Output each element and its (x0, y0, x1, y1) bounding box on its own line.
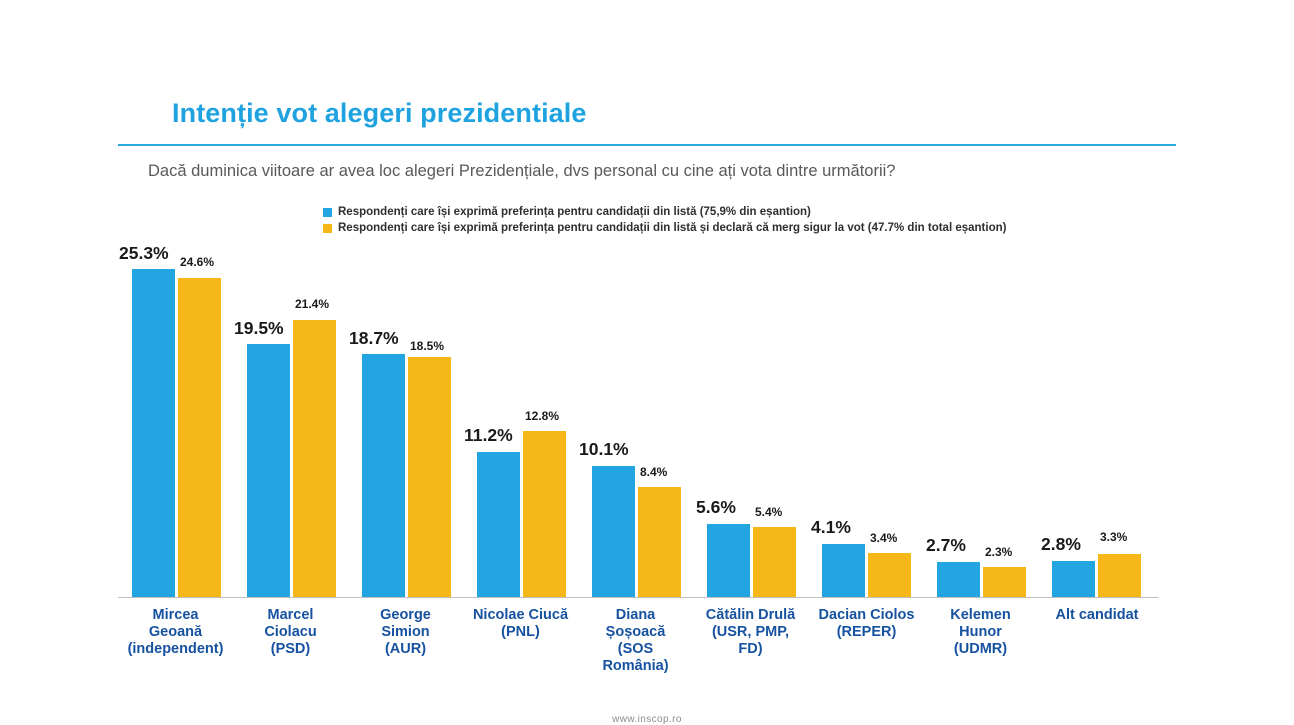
bar-value-label: 3.4% (870, 531, 898, 545)
bar-value-label: 24.6% (180, 255, 215, 269)
category-line: (UDMR) (953, 641, 1008, 658)
x-axis-line (118, 597, 1158, 598)
bar-value-label: 11.2% (464, 425, 513, 445)
bar-series-0[interactable] (1052, 561, 1096, 597)
bar-value-label: 21.4% (295, 297, 330, 311)
bar-series-0[interactable] (822, 544, 866, 597)
source-label: www.inscop.ro (612, 714, 682, 725)
bar-group (118, 243, 233, 597)
bar-group (693, 247, 808, 597)
bar-group (923, 247, 1038, 597)
bar-value-label: 2.3% (985, 545, 1013, 559)
category-line: Simion (381, 624, 430, 641)
category-line: Ciolacu (264, 624, 317, 641)
bar-value-label: 2.8% (1041, 534, 1081, 554)
bars-container (348, 247, 463, 597)
chart-legend (323, 206, 1143, 238)
bar-series-0[interactable] (707, 524, 751, 597)
category-line: Kelemen (950, 607, 1011, 623)
bars-container (233, 247, 348, 597)
bar-series-1[interactable] (293, 320, 337, 597)
bar-series-0[interactable] (592, 466, 636, 597)
category-line: Dacian Ciolos (818, 607, 915, 623)
bar-series-1[interactable] (523, 431, 567, 597)
category-line: (REPER) (836, 624, 897, 641)
bar-value-label: 8.4% (640, 465, 668, 479)
legend-item-series-0[interactable] (323, 206, 1143, 218)
bar-group (1038, 247, 1153, 597)
bar-series-1[interactable] (638, 487, 682, 597)
category-line: Alt candidat (1055, 607, 1139, 623)
bar-value-label: 5.4% (755, 505, 783, 519)
category-label-4 (578, 607, 693, 675)
bar-value-label: 10.1% (579, 439, 629, 459)
category-label-0 (118, 607, 233, 658)
bars-container (808, 247, 923, 597)
plot-area (118, 243, 1176, 597)
category-label-2 (348, 607, 463, 658)
bar-value-label: 4.1% (811, 517, 851, 537)
chart-subtitle: Dacă duminica viitoare ar avea loc alegeri Prezidențiale, dvs personal cu cine ați vota dintre următorii? (148, 162, 896, 180)
category-line: Marcel (267, 607, 314, 623)
bar-value-label: 19.5% (234, 318, 284, 338)
category-line: Diana (615, 607, 656, 623)
category-label-8 (1036, 607, 1158, 624)
category-axis-labels (118, 607, 1176, 707)
category-line: (independent) (127, 641, 224, 658)
bar-series-1[interactable] (178, 278, 222, 597)
category-label-1 (233, 607, 348, 658)
legend-swatch-icon (323, 224, 332, 233)
bars-container (693, 247, 808, 597)
bar-series-0[interactable] (362, 354, 406, 597)
legend-swatch-icon (323, 208, 332, 217)
category-line: Cătălin Drulă (705, 607, 796, 623)
bar-series-1[interactable] (983, 567, 1027, 597)
legend-item-series-1[interactable] (323, 222, 1143, 234)
bar-value-label: 2.7% (926, 535, 966, 555)
bar-group (463, 247, 578, 597)
category-label-7 (923, 607, 1038, 658)
bar-series-0[interactable] (132, 269, 176, 597)
bar-series-0[interactable] (247, 344, 291, 597)
bars-container (463, 247, 578, 597)
bar-series-0[interactable] (937, 562, 981, 597)
bar-series-1[interactable] (408, 357, 452, 597)
category-line: (AUR) (384, 641, 427, 658)
legend-label-series-1: Respondenți care își exprimă preferința pentru candidații din listă și declară că merg sigur la vot (47.7% din total eșantion) (338, 222, 1007, 234)
bar-group (348, 247, 463, 597)
category-line: (PSD) (270, 641, 311, 658)
category-line: Nicolae Ciucă (472, 607, 569, 623)
chart-card (118, 82, 1176, 725)
category-line: George (380, 607, 431, 623)
category-line: (PNL) (501, 624, 540, 641)
bar-series-1[interactable] (753, 527, 797, 597)
category-line: (SOS (617, 641, 654, 658)
category-label-6 (806, 607, 927, 641)
category-line: Geoană (148, 624, 203, 641)
bar-series-1[interactable] (868, 553, 912, 597)
category-line: (USR, PMP, (711, 624, 790, 641)
bar-group (578, 247, 693, 597)
bar-series-1[interactable] (1098, 554, 1142, 597)
bar-value-label: 18.5% (410, 339, 445, 353)
bar-group (233, 247, 348, 597)
category-line: Șoșoacă (605, 624, 666, 641)
category-line: România) (602, 658, 669, 675)
bars-container (118, 247, 233, 597)
title-divider (118, 144, 1176, 146)
bar-value-label: 18.7% (349, 328, 399, 348)
category-line: FD) (738, 641, 763, 658)
bar-series-0[interactable] (477, 452, 521, 597)
category-label-3 (459, 607, 582, 641)
legend-label-series-0: Respondenți care își exprimă preferința pentru candidații din listă (75,9% din eșantion) (338, 206, 811, 218)
category-line: Mircea (152, 607, 199, 623)
bars-container (578, 247, 693, 597)
bar-value-label: 3.3% (1100, 530, 1128, 544)
page-title: Intenție vot alegeri prezidentiale (172, 98, 587, 128)
category-line: Hunor (959, 624, 1002, 641)
bar-group (808, 247, 923, 597)
bar-value-label: 12.8% (525, 409, 560, 423)
bar-value-label: 5.6% (696, 497, 736, 517)
category-label-5 (690, 607, 811, 658)
bar-value-label: 25.3% (119, 243, 169, 263)
